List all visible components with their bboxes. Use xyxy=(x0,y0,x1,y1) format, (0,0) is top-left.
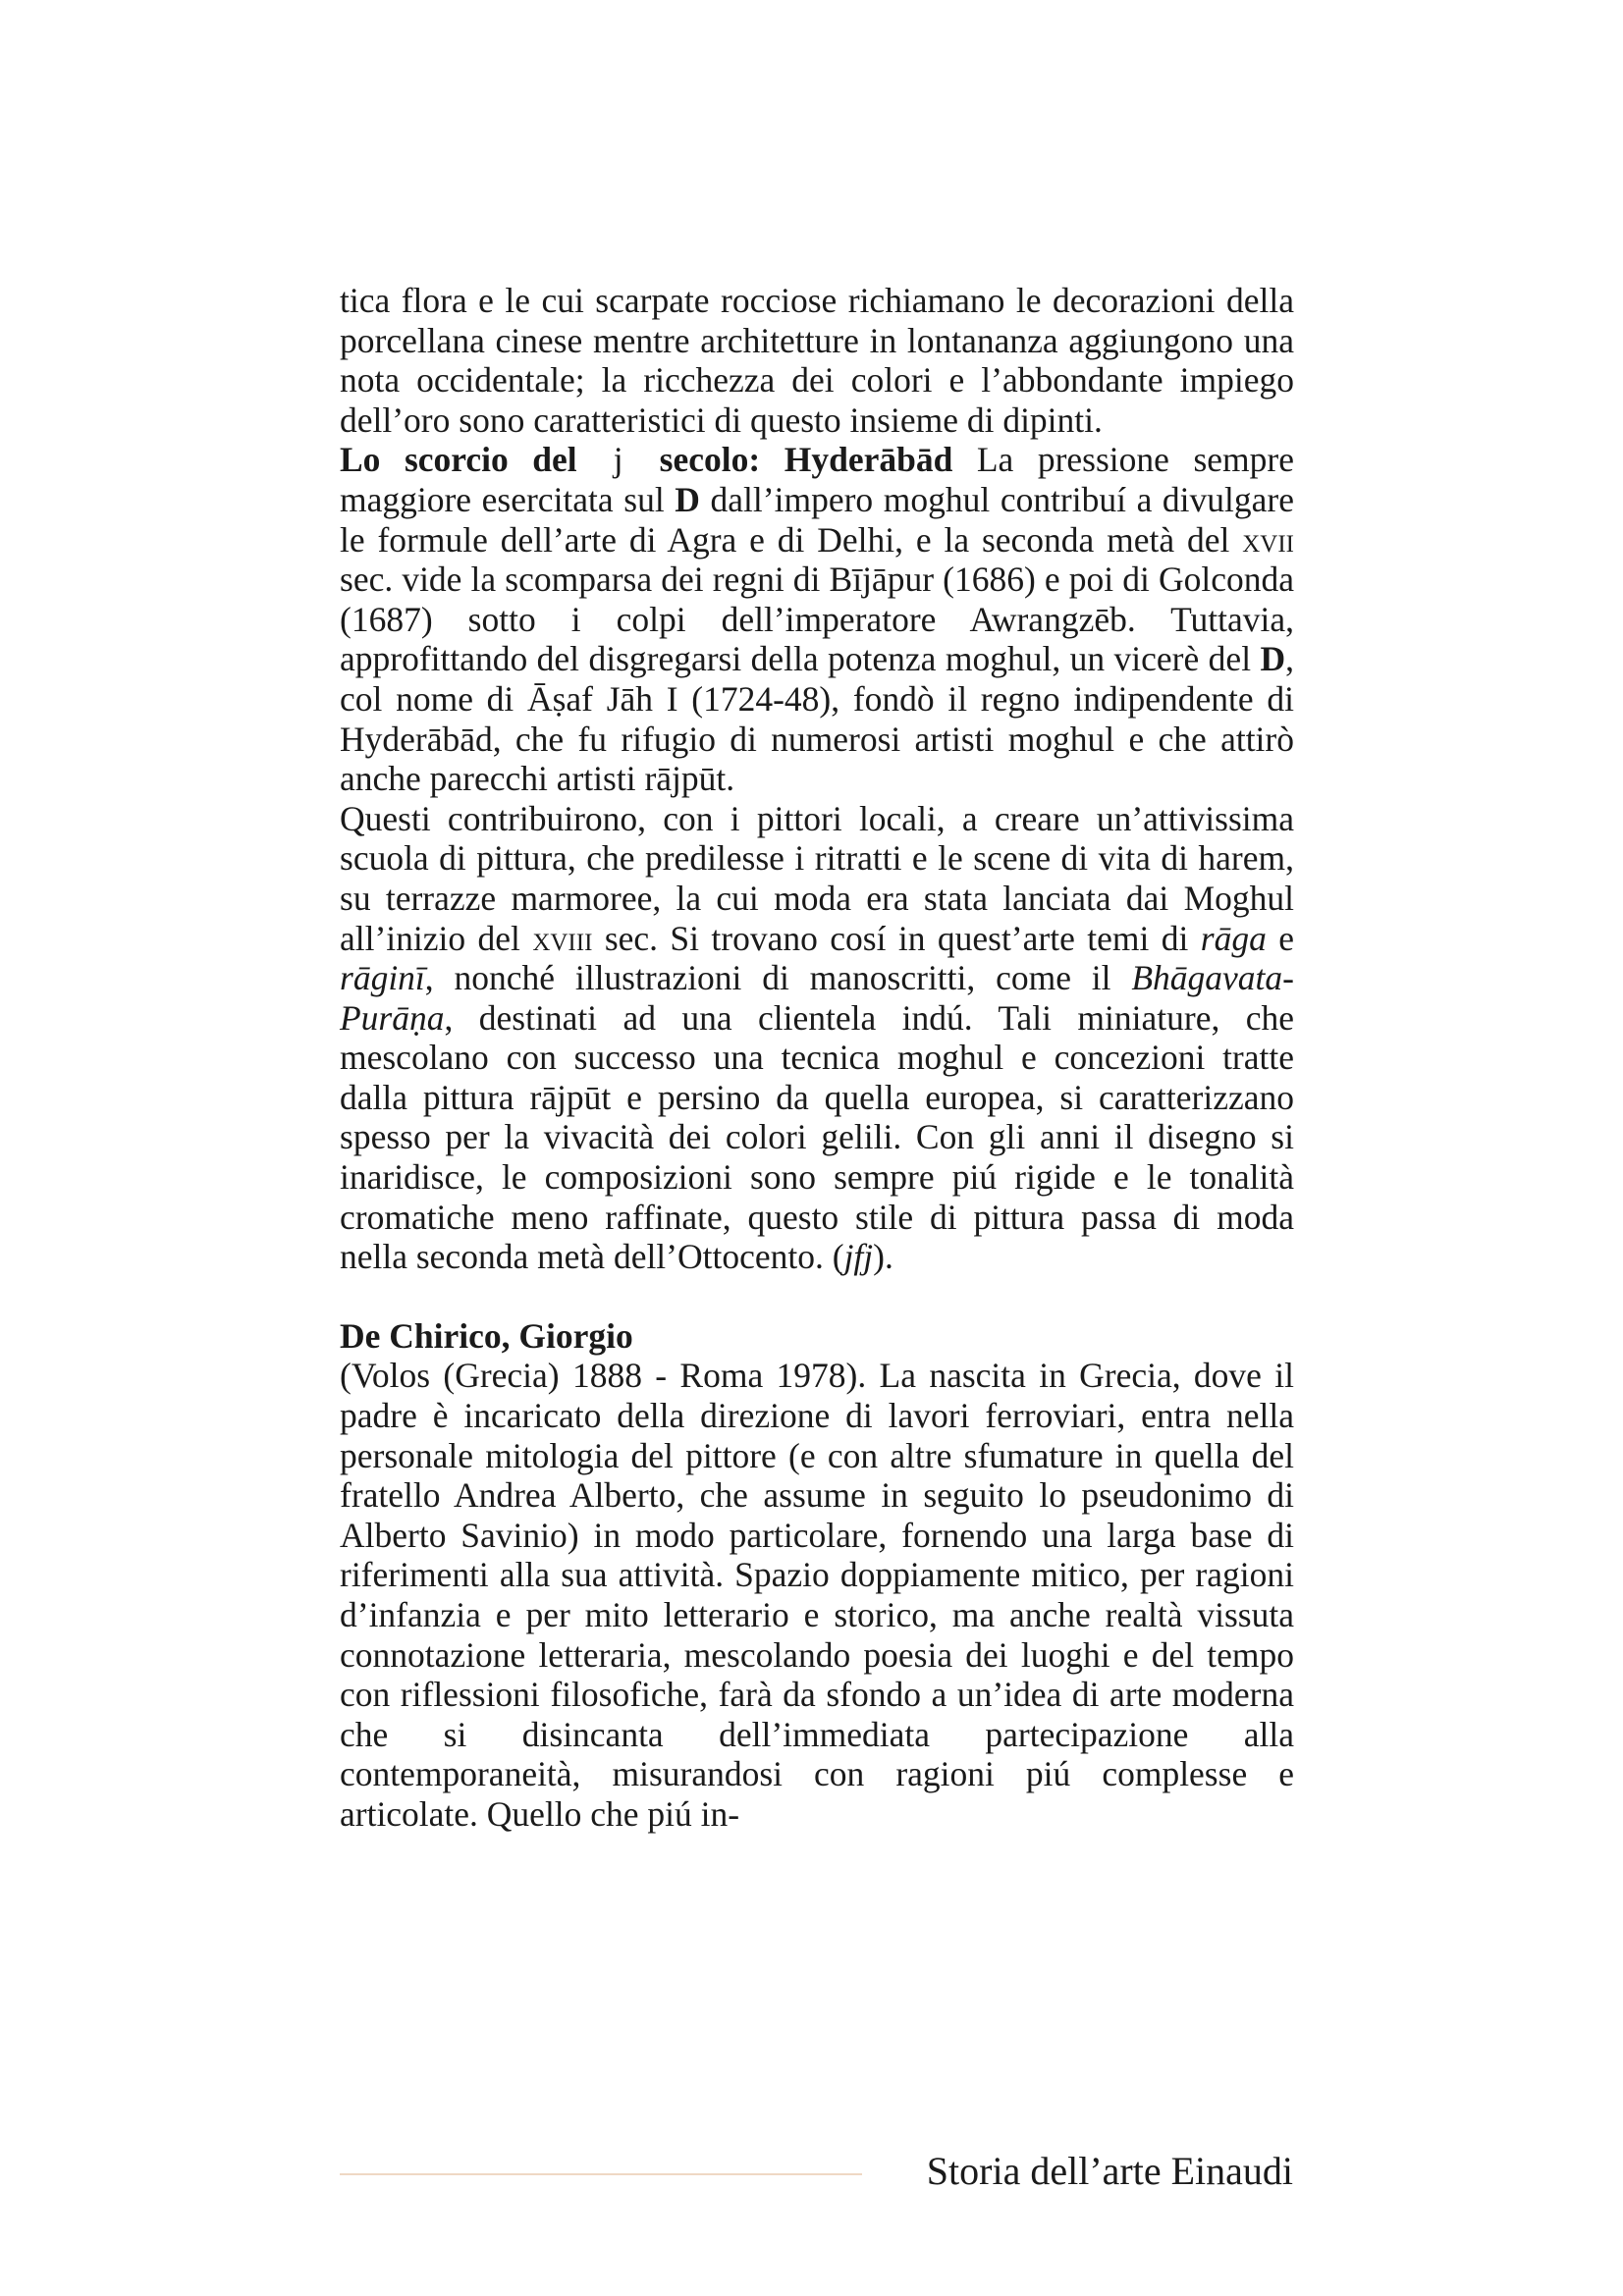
century-glyph: j xyxy=(613,440,623,480)
paragraph-continuation xyxy=(340,281,1294,440)
hyderabad-text-a: La pressione sempre maggiore esercitata sul xyxy=(340,440,1294,519)
footer-publisher: Storia dell’arte Einaudi xyxy=(926,2149,1293,2193)
entry-title: De Chirico, Giorgio xyxy=(340,1315,633,1356)
term-raga: rāga xyxy=(1200,918,1267,958)
school-text-b: sec. Si trovano cosí in quest’arte temi di xyxy=(592,918,1201,958)
school-text-e: , destinati ad una clientela indú. Tali miniature, che mescolano con successo una tecnica moghul e concezioni tratte dalla pittura rājpūt e persino da quella europea, si caratterizzano spesso per la vivacità dei colori gelili. Con gli anni il disegno si inaridisce, le composizioni sono sempre piú rigide e le tonalità cromatiche meno raffinate, questo stile di pittura passa di moda nella seconda metà dell’Ottocento. ( xyxy=(340,997,1294,1277)
title-bhagavata-purana: Bhāgavata-Purāṇa xyxy=(340,958,1294,1038)
abbreviation-d-2: D xyxy=(1260,639,1286,679)
entry-body: (Volos (Grecia) 1888 - Roma 1978). La nascita in Grecia, dove il padre è incaricato della direzione di lavori ferroviari, entra nella personale mitologia del pittore (e con altre sfumature in quella del fratello Andrea Alberto, che assume in seguito lo pseudonimo di Alberto Savinio) in modo particolare, fornendo una larga base di riferimenti alla sua attività. Spazio doppiamente mitico, per ragioni d’infanzia e per mito letterario e storico, ma anche realtà vissuta connotazione letteraria, mescolando poesia dei luoghi e del tempo con riflessioni filosofiche, farà da sfondo a un’idea di arte moderna che si disincanta dell’immediata partecipazione alla contemporaneità, misurandosi con ragioni piú complesse e articolate. Quello che piú in- xyxy=(340,1356,1294,1834)
paragraph-school xyxy=(340,799,1294,1277)
section-heading-part1: Lo scorcio del xyxy=(340,440,577,480)
hyderabad-text-b: dall’impero moghul contribuí a divulgare le formule dell’arte di Agra e di Delhi, e la seconda metà del xyxy=(340,479,1294,560)
paragraph-hyderabad xyxy=(340,440,1294,798)
abbreviation-d-1: D xyxy=(675,479,700,519)
section-heading xyxy=(340,440,952,479)
school-text-f: ). xyxy=(873,1237,893,1277)
hyderabad-text-c: sec. vide la scomparsa dei regni di Bījāpur (1686) e poi di Golconda (1687) sotto i colpi dell’imperatore Awrangzēb. Tuttavia, approfittando del disgregarsi della potenza moghul, un vicerè del xyxy=(340,560,1294,679)
century-xviii: xviii xyxy=(532,918,593,958)
author-initials: jfj xyxy=(843,1237,874,1277)
section-heading-part2: secolo: Hyderābād xyxy=(659,440,953,480)
school-text-d: , nonché illustrazioni di manoscritti, come il xyxy=(424,958,1132,998)
term-ragini: rāginī xyxy=(340,958,425,998)
text-column xyxy=(340,281,1294,1835)
school-text-a: Questi contribuirono, con i pittori locali, a creare un’attivissima scuola di pittura, che predilesse i ritratti e le scene di vita di harem, su terrazze marmoree, la cui moda era stata lanciata dai Moghul all’inizio del xyxy=(340,798,1294,958)
footer-divider xyxy=(340,2173,862,2175)
continuation-text: tica flora e le cui scarpate rocciose richiamano le decorazioni della porcellana cinese mentre architetture in lontananza aggiungono una nota occidentale; la ricchezza dei colori e l’abbondante impiego dell’oro sono caratteristici di questo insieme di dipinti. xyxy=(340,281,1294,440)
hyderabad-text-d: , col nome di Āṣaf Jāh I (1724-48), fondò il regno indipendente di Hyderābād, che fu rifugio di numerosi artisti moghul e che attirò anche parecchi artisti rājpūt. xyxy=(340,639,1294,799)
school-text-c: e xyxy=(1266,918,1294,958)
century-xvii: xvii xyxy=(1242,519,1294,560)
